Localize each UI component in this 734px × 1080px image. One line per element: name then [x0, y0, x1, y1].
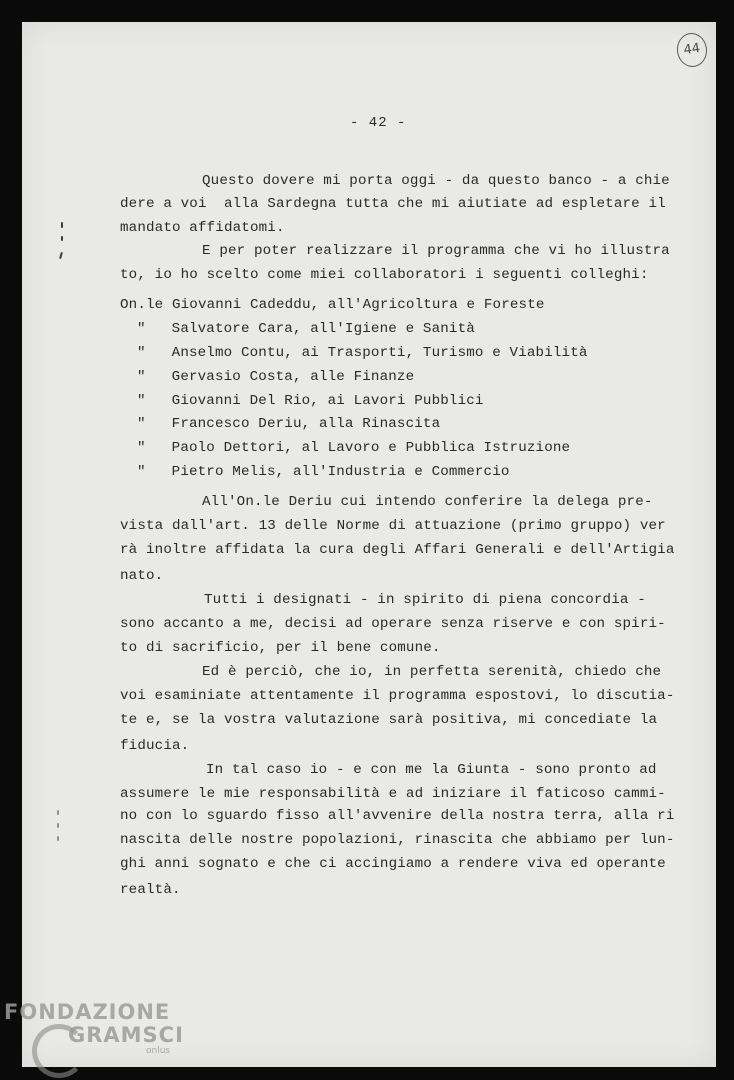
- text-line: assumere le mie responsabilità e ad iniziare il faticoso cammi-: [120, 786, 666, 802]
- archive-page-stamp: 44: [675, 31, 709, 69]
- text-line: Ed è perciò, che io, in perfetta serenità, chiedo che: [202, 664, 662, 680]
- page-number: - 42 -: [350, 115, 407, 131]
- margin-mark: [57, 810, 59, 815]
- text-line: " Salvatore Cara, all'Igiene e Sanità: [137, 321, 475, 337]
- logo-ring-icon: [32, 1024, 86, 1078]
- text-line: no con lo sguardo fisso all'avvenire della nostra terra, alla ri: [120, 808, 675, 824]
- text-line: to, io ho scelto come miei collaboratori i seguenti colleghi:: [120, 267, 649, 283]
- text-line: voi esaminiate attentamente il programma espostovi, lo discutia-: [120, 688, 675, 704]
- text-line: " Pietro Melis, all'Industria e Commercio: [137, 464, 510, 480]
- text-line: ghi anni sognato e che ci accingiamo a rendere viva ed operante: [120, 856, 666, 872]
- text-line: " Giovanni Del Rio, ai Lavori Pubblici: [137, 393, 484, 409]
- text-line: All'On.le Deriu cui intendo conferire la delega pre-: [202, 494, 653, 510]
- margin-mark: [57, 823, 59, 828]
- text-line: On.le Giovanni Cadeddu, all'Agricoltura e Foreste: [120, 297, 545, 313]
- margin-mark: [57, 836, 59, 841]
- text-line: to di sacrificio, per il bene comune.: [120, 640, 441, 656]
- text-line: te e, se la vostra valutazione sarà positiva, mi concediate la: [120, 712, 658, 728]
- text-line: " Francesco Deriu, alla Rinascita: [137, 416, 441, 432]
- watermark-line-3: onlus: [146, 1046, 171, 1056]
- text-line: " Anselmo Contu, ai Trasporti, Turismo e Viabilità: [137, 345, 588, 361]
- text-line: realtà.: [120, 882, 181, 898]
- text-line: In tal caso io - e con me la Giunta - sono pronto ad: [206, 762, 657, 778]
- text-line: " Paolo Dettori, al Lavoro e Pubblica Istruzione: [137, 440, 571, 456]
- text-line: nato.: [120, 568, 164, 584]
- text-line: Tutti i designati - in spirito di piena concordia -: [204, 592, 646, 608]
- margin-mark: [61, 236, 63, 241]
- text-line: Questo dovere mi porta oggi - da questo banco - a chie: [202, 173, 670, 189]
- watermark-line-2: GRAMSCI: [68, 1023, 184, 1047]
- text-line: rà inoltre affidata la cura degli Affari Generali e dell'Artigia: [120, 542, 675, 558]
- text-line: E per poter realizzare il programma che vi ho illustra: [202, 243, 670, 259]
- text-line: " Gervasio Costa, alle Finanze: [137, 369, 415, 385]
- text-line: fiducia.: [120, 738, 190, 754]
- text-line: mandato affidatomi.: [120, 220, 285, 236]
- watermark-line-1: FONDAZIONE: [4, 1000, 171, 1024]
- text-line: sono accanto a me, decisi ad operare senza riserve e con spiri-: [120, 616, 666, 632]
- text-line: nascita delle nostre popolazioni, rinascita che abbiamo per lun-: [120, 832, 675, 848]
- text-line: dere a voi alla Sardegna tutta che mi aiutiate ad espletare il: [120, 196, 666, 212]
- fondazione-gramsci-watermark: [4, 1000, 184, 1056]
- margin-mark: [61, 222, 63, 228]
- text-line: vista dall'art. 13 delle Norme di attuazione (primo gruppo) ver: [120, 518, 666, 534]
